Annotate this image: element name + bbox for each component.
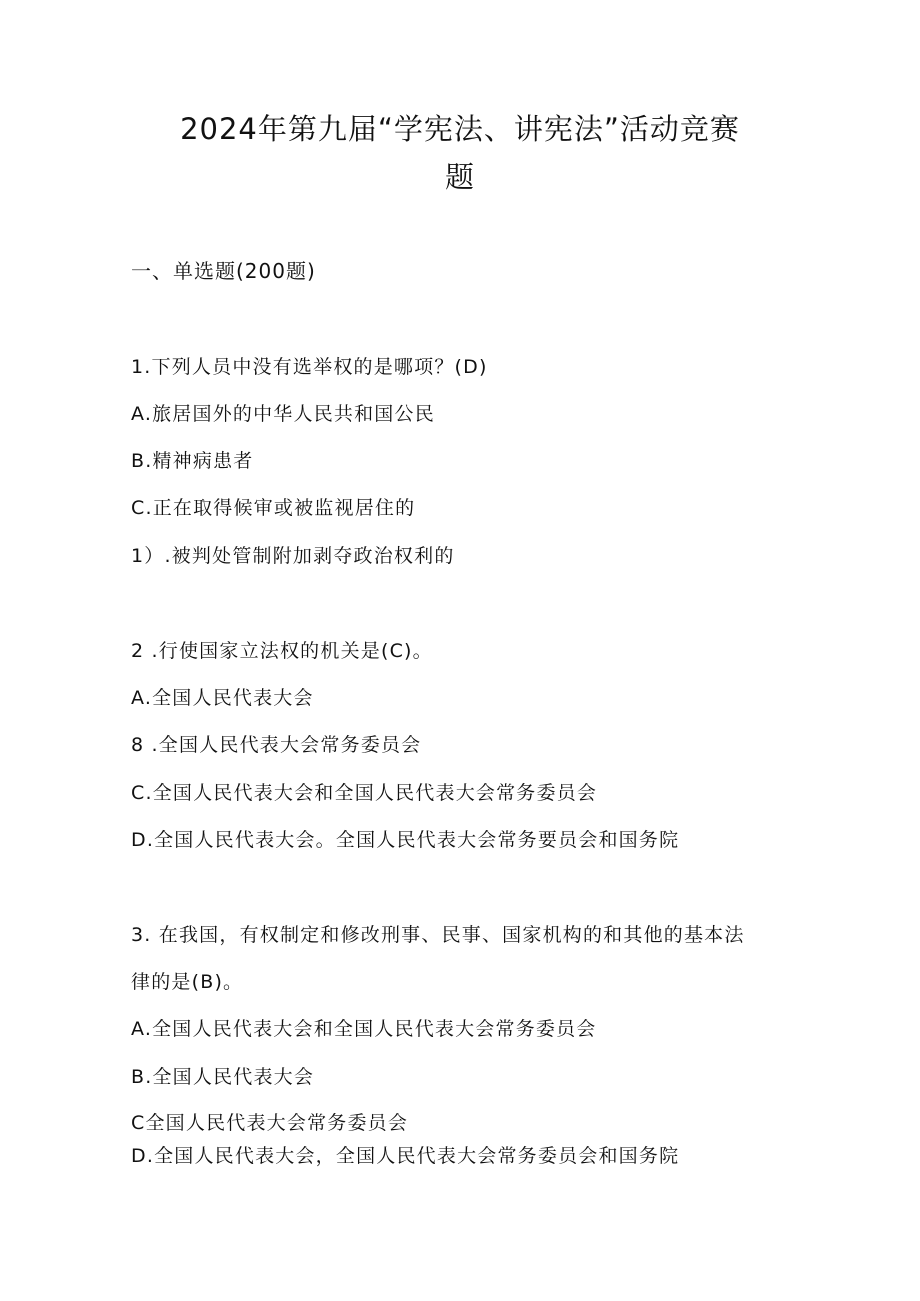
section-heading: 一、单选题(200题): [131, 259, 316, 283]
document-title-line-1: 2024年第九届“学宪法、讲宪法”活动竞赛: [180, 112, 740, 146]
question-1-option-c: C.正在取得候审或被监视居住的: [131, 497, 416, 519]
question-3-option-c: C全国人民代表大会常务委员会: [131, 1112, 409, 1134]
question-3-option-d: D.全国人民代表大会，全国人民代表大会常务委员会和国务院: [131, 1145, 680, 1167]
question-2-option-c: C.全国人民代表大会和全国人民代表大会常务委员会: [131, 782, 598, 804]
question-3-option-b: B.全国人民代表大会: [131, 1066, 315, 1088]
question-1-option-d: 1）.被判处管制附加剥夺政治权利的: [131, 545, 455, 567]
question-2-option-a: A.全国人民代表大会: [131, 687, 314, 709]
question-1-stem: 1.下列人员中没有选举权的是哪项？(D): [131, 356, 488, 378]
question-3-option-a: A.全国人民代表大会和全国人民代表大会常务委员会: [131, 1018, 597, 1040]
question-2-stem: 2 .行使国家立法权的机关是(C)。: [131, 640, 433, 662]
question-2-option-d: D.全国人民代表大会。全国人民代表大会常务要员会和国务院: [131, 829, 680, 851]
question-3-stem-line-1: 3. 在我国，有权制定和修改刑事、民事、国家机构的和其他的基本法: [131, 924, 745, 946]
question-3-stem-line-2: 律的是(B)。: [131, 971, 244, 993]
question-2-option-b: 8 .全国人民代表大会常务委员会: [131, 734, 422, 756]
question-1-option-b: B.精神病患者: [131, 450, 254, 472]
document-title-line-2: 题: [444, 160, 475, 194]
question-1-option-a: A.旅居国外的中华人民共和国公民: [131, 403, 435, 425]
